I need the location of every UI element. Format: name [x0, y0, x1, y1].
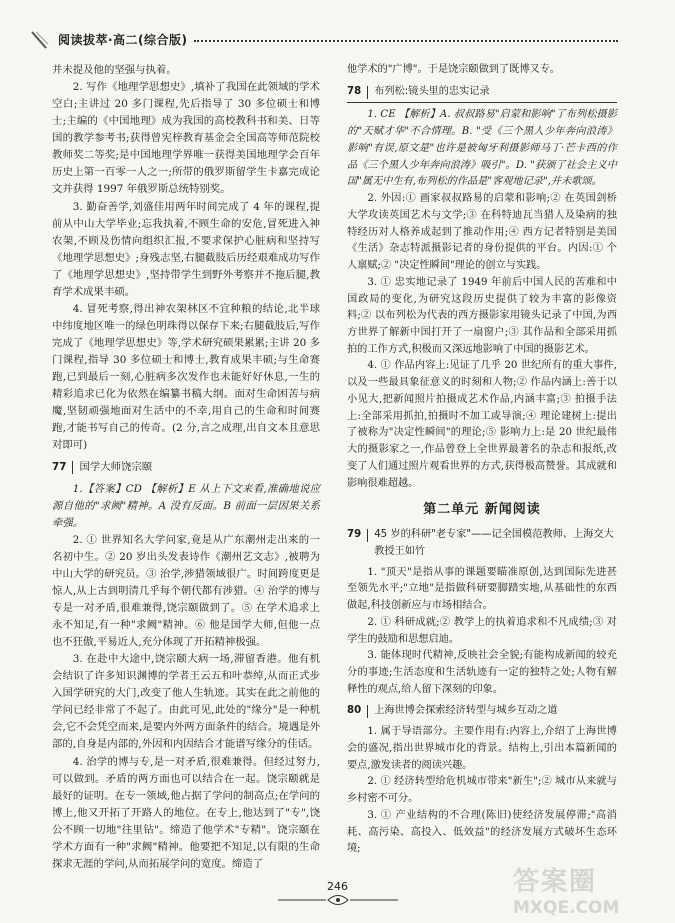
header-dotted-rule — [194, 40, 618, 42]
paragraph: 并未提及他的坚强与执着。 — [52, 64, 177, 76]
left-column — [52, 62, 320, 873]
paragraph: 4. 冒死考察,得出神农架林区不宜种粮的结论,北半球中纬度地区唯一的绿色明珠得以保存下来;右腿截肢后,写作完成了《地理学思想史》等,学术研究硕果累累;主讲 20 多门课程,指导 30 多位硕士和博士,教育成果丰硕;与生命赛跑,已到最后一刻,心脏病多次发作也未能好好休息,一生的精彩追求已化为依然在编纂书稿大纲。面对生命困苦与病魔,坚韧顽强地面对生活中的不幸,用自己的生命和时间赛跑,才能书写自己的传奇。(2 分,言之成理,出自文本且意思对即可) — [52, 302, 320, 452]
section-heading — [347, 703, 617, 720]
header-title: 阅读拔萃·高二(综合版) — [58, 32, 188, 47]
section-number: 78 — [347, 85, 362, 97]
watermark-logo — [513, 861, 663, 919]
paragraph: 他学术的"广博"。于是饶宗颐做到了既博又专。 — [347, 64, 561, 75]
section-heading — [52, 459, 320, 476]
paragraph: 1. 属于导语部分。主要作用有:内容上,介绍了上海世博会的盛况,指出世界城市化的背景。结构上,引出本篇新闻的要点,激发读者的阅读兴趣。 — [347, 726, 617, 771]
section-number: 79 — [347, 529, 362, 541]
paragraph: 1. CE 【解析】A. 叔叔路易"启蒙和影响"了布列松摄影的"天赋才华"不合情理。B. "受《三个黑人少年奔向浪涛》影响"有误,原文是"也许是被匈牙利摄影师马丁·芒卡西的作品《三个黑人少年奔向浪涛》吸引"。D. "获颁了社会主义中国"属无中生有,布列松的作品是"客观地记录",并未歌颂。 — [347, 109, 617, 188]
paragraph: 1.【答案】CD 【解析】E 从上下文来看,准确地说应源自他的"求阙"精神。A 没有反面。B 前面一层因果关系牵强。 — [52, 482, 320, 529]
section-title: 上海世博会探索经济转型与城乡互动之道 — [374, 705, 558, 717]
paragraph: 3. 在赴中大途中,饶宗颐大病一场,滞留香港。他有机会结识了许多知识渊博的学者王云五和叶恭绰,从而正式步入国学研究的大门,改变了他人生轨迹。其实在此之前他的学问已经非常了不起了。由此可见,此处的"缘分"是一种机会,它不会凭空而来,是要内外两方面条件的结合。境遇是外部的,自身是内部的,外因和内因结合才能谱写缘分的佳话。 — [52, 653, 320, 751]
paragraph: 4. 治学的博与专,是一对矛盾,很难兼得。但经过努力,可以做到。矛盾的两方面也可以结合在一起。饶宗颐就是最好的证明。在专一领域,他占据了学问的制高点;在学问的博上,他又开拓了开路人的地位。在专上,他达到了"专",饶公不顾一切地"往里钻"。缔造了他学术"专精"。饶宗颐在学术方面有一种"求阙"精神。他要把不知足,以有限的生命探求无涯的学问,从而拓展学问的宽度。缔造了 — [52, 755, 320, 870]
section-title: 国学大师饶宗颐 — [79, 461, 153, 474]
section-title: 45 岁的科研"老专家"——记全国模范教师、上海交大教授王如竹 — [374, 529, 614, 557]
section-heading — [347, 527, 617, 560]
section-number: 80 — [347, 705, 362, 717]
section-divider — [367, 86, 368, 99]
section-heading — [347, 84, 617, 104]
paragraph: 2. ① 经济转型给危机城市带来"新生";② 城市从来就与乡村密不可分。 — [347, 776, 617, 805]
paragraph: 4. ① 作品内容上:见证了几乎 20 世纪所有的重大事件,以及一些最具象征意义的时刻和人物;② 作品内涵上:善于以小见大,把新闻照片拍摄成艺术作品,内涵丰富;③ 拍摄手法上:全部采用抓拍,拍摄时不加工或导演;④ 理论建树上:提出了被称为"决定性瞬间"的理论;⑤ 影响力上:是 20 世纪最伟大的摄影家之一,作品曾登上全世界最著名的杂志和报纸,改变了人们通过照片观看世界的方式,获得极高赞誉。其成就和影响很难超越。 — [347, 360, 617, 489]
section-divider — [367, 705, 368, 718]
section-number: 77 — [52, 461, 67, 474]
section-divider — [367, 529, 368, 542]
section-divider — [72, 461, 73, 474]
footer-ornament-icon — [278, 893, 398, 907]
paragraph: 2. ① 世界知名大学问家,竟是从广东潮州走出来的一名初中生。② 20 岁出头发表诗作《潮州艺文志》,被聘为中山大学的研究员。③ 治学,涉猎领域很广。时间跨度更是惊人,从上古到明清几乎每个朝代都有涉猎。④ 治学的博与专是一对矛盾,很难兼得,饶宗颐做到了。⑤ 在学术追求上永不知足,有一种"求阙"精神。⑥ 他是国学大师,但他一点也不狂傲,平易近人,充分体现了开拓精神极强。 — [52, 533, 320, 649]
right-column — [347, 62, 617, 858]
paragraph: 2. 外因:① 画家叔叔路易的启蒙和影响;② 在英国剑桥大学攻读英国艺术与文学;③ 在科特迪瓦当猎人及染病的独特经历对人格养成起到了推动作用;④ 西方记者特别是美国《生活》杂志特派摄影记者的身份提供的平台。内因:① 个人禀赋;② "决定性瞬间"理论的创立与实践。 — [347, 193, 617, 272]
paragraph: 3. ① 忠实地记录了 1949 年前后中国人民的苦难和中国政局的变化,为研究这段历史提供了较为丰富的影像资料;② 以布列松为代表的西方摄影家用镜头记录了中国,为西方世界了解新中国打开了一扇窗户;③ 其作品和全部采用抓拍的工作方式,积极而又深远地影响了中国的摄影艺术。 — [347, 276, 617, 355]
paragraph: 3. 勤奋善学,刘盛佳用两年时间完成了 4 年的课程,提前从中山大学毕业;忘我执着,不顾生命的安危,冒死进入神农架,不顾及伤情向组织汇报,不要求保护心脏病和坚持写《地理学思想史》;身残志坚,右腿截肢后历经艰难成功写作了《地理学思想史》,坚持带学生到野外考察并不拖后腿,教育学术成果丰硕。 — [52, 200, 320, 298]
paragraph: 1. "顶天"是指从事的课题要瞄准原创,达到国际先进甚至领先水平;"立地"是指做科研要脚踏实地,从基础性的东西做起,科技创新应与市场相结合。 — [347, 566, 617, 612]
paragraph: 3. 能体现时代精神,反映社会全貌;有能构成新闻的较充分的事迹;生活态度和生活轨迹有一定的独特之处;人物有解释性的观点,给人留下深刻的印象。 — [347, 650, 617, 695]
page-header — [58, 28, 618, 50]
paragraph: 2. ① 科研成就;② 教学上的执着追求和不凡成绩;③ 对学生的鼓励和思想启迪。 — [347, 616, 617, 645]
paragraph: 2. 写作《地理学思想史》,填补了我国在此领域的学术空白;主讲过 20 多门课程,先后指导了 30 多位硕士和博士;主编的《中国地理》成为我国的高校教科书和美、日等国的教学参考书;获得曾宪梓教育基金会全国高等师范院校教师奖二等奖;是中国地理学界唯一获得美国地理学会百年历史上第一百零一人之一;所带的俄罗斯留学生卡嘉完成论文并获得 1997 年俄罗斯总统特别奖。 — [52, 81, 320, 196]
section-title: 布列松:镜头里的忠实记录 — [374, 85, 490, 97]
paragraph: 3. ① 产业结构的不合理(陈旧)使经济发展停滞;"高消耗、高污染、高投入、低效益"的经济发展方式破坏生态环境; — [347, 809, 617, 855]
unit-heading: 第二单元 新闻阅读 — [423, 502, 541, 518]
page-number: 246 — [327, 880, 348, 893]
corner-ornament-icon — [30, 30, 52, 52]
watermark-line2: MXQE.COM — [513, 898, 620, 918]
watermark-line1: 答案圈 — [513, 867, 598, 897]
